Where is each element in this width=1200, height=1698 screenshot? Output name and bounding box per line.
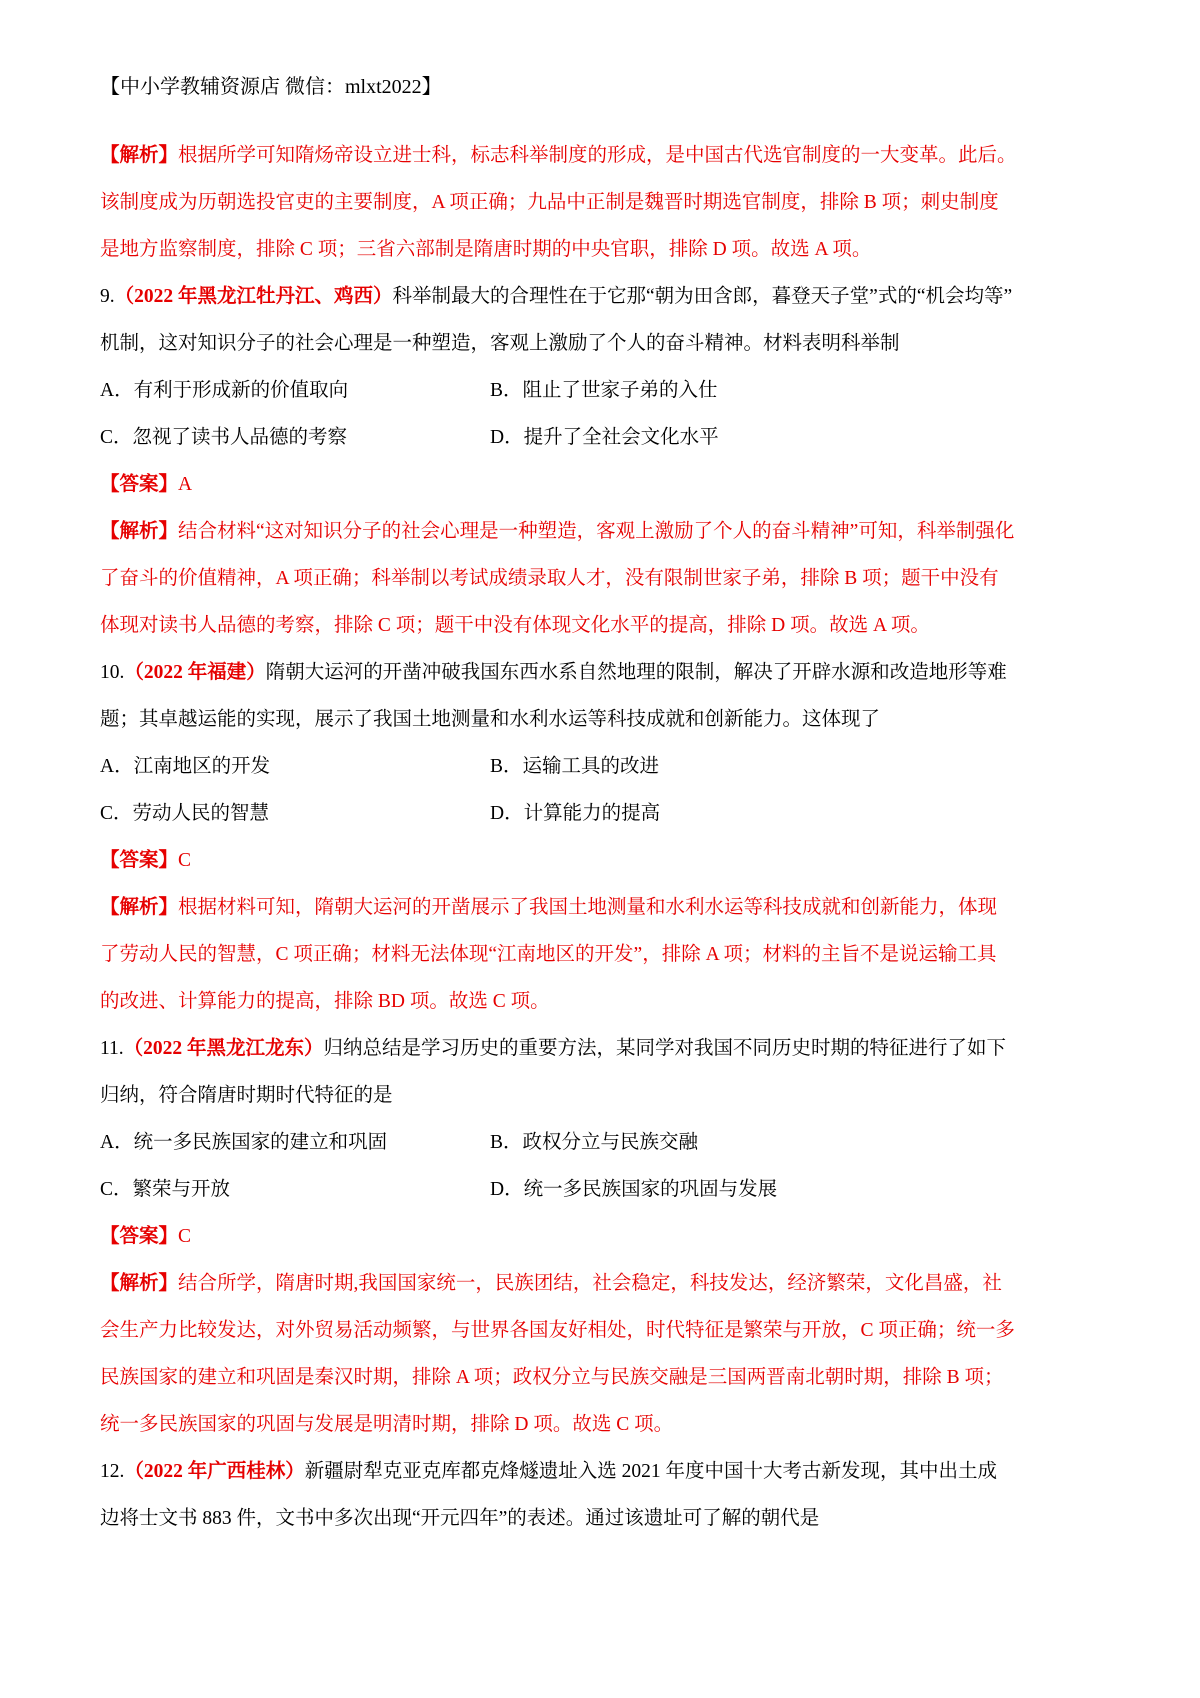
question-9-source: （2022 年黑龙江牡丹江、鸡西） [114,286,393,307]
question-10-analysis-line-2: 了劳动人民的智慧，C 项正确；材料无法体现“江南地区的开发”，排除 A 项；材料的主旨不是说运输工具 [100,944,997,965]
analysis-label: 【解析】 [100,145,179,166]
question-10-options-row-1 [100,743,1112,790]
question-12-stem-text: 新疆尉犁克亚克库都克烽燧遗址入选 2021 年度中国十大考古新发现，其中出土成 [304,1461,998,1482]
question-11-option-a: A．统一多民族国家的建立和巩固 [100,1132,388,1153]
question-9-stem-line-1 [100,273,1112,320]
question-9-analysis-line-2: 了奋斗的价值精神，A 项正确；科举制以考试成绩录取人才，没有限制世家子弟，排除 B 项；题干中没有 [100,568,999,589]
question-11-answer-value: C [178,1226,192,1247]
question-11-analysis-line-1 [100,1260,1112,1307]
question-11-analysis-line-3: 民族国家的建立和巩固是秦汉时期，排除 A 项；政权分立与民族交融是三国两晋南北朝时期，排除 B 项； [100,1367,1004,1388]
question-10-option-a: A．江南地区的开发 [100,756,271,777]
analysis-label: 【解析】 [100,521,179,542]
question-10-analysis-line-1 [100,884,1112,931]
question-11-answer [100,1213,1112,1260]
question-10-number: 10. [100,662,125,683]
question-10-option-d: D．计算能力的提高 [490,803,661,824]
question-9-stem-line-2: 机制，这对知识分子的社会心理是一种塑造，客观上激励了个人的奋斗精神。材料表明科举制 [100,333,900,354]
question-12-source: （2022 年广西桂林） [124,1461,305,1482]
question-9-number: 9. [100,286,115,307]
question-11-analysis-line-4: 统一多民族国家的巩固与发展是明清时期，排除 D 项。故选 C 项。 [100,1414,674,1435]
question-11-options-row-1 [100,1119,1112,1166]
question-10-answer-value: C [178,850,192,871]
question-12-number: 12. [100,1461,125,1482]
question-11-option-c: C．繁荣与开放 [100,1179,231,1200]
question-12-stem-line-2: 边将士文书 883 件，文书中多次出现“开元四年”的表述。通过该遗址可了解的朝代是 [100,1508,820,1529]
lead-analysis-line-2: 该制度成为历朝选投官吏的主要制度，A 项正确；九品中正制是魏晋时期选官制度，排除 B 项；刺史制度 [100,192,999,213]
analysis-label: 【解析】 [100,897,179,918]
question-10-analysis-text: 根据材料可知，隋朝大运河的开凿展示了我国土地测量和水利水运等科技成就和创新能力，体现 [178,897,998,918]
question-10-analysis-line-3: 的改进、计算能力的提高，排除 BD 项。故选 C 项。 [100,991,550,1012]
question-9-analysis-text: 结合材料“这对知识分子的社会心理是一种塑造，客观上激励了个人的奋斗精神”可知，科举制强化 [178,521,1015,542]
question-9-answer-value: A [178,474,193,495]
analysis-text: 根据所学可知隋炀帝设立进士科，标志科举制度的形成，是中国古代选官制度的一大变革。此后。 [178,145,1017,166]
question-9-analysis-line-3: 体现对读书人品德的考察，排除 C 项；题干中没有体现文化水平的提高，排除 D 项。故选 A 项。 [100,615,930,636]
question-10-stem-line-1 [100,649,1112,696]
question-9-stem-text: 科举制最大的合理性在于它那“朝为田含郎，暮登天子堂”式的“机会均等” [392,286,1013,307]
question-9-option-d: D．提升了全社会文化水平 [490,427,719,448]
question-12-stem-line-1 [100,1448,1112,1495]
question-11-stem-line-1 [100,1025,1112,1072]
question-11-option-d: D．统一多民族国家的巩固与发展 [490,1179,778,1200]
question-10-options-row-2 [100,790,1112,837]
question-9-options-row-2 [100,414,1112,461]
question-9-option-a: A．有利于形成新的价值取向 [100,380,349,401]
store-banner: 【中小学教辅资源店 微信：mlxt2022】 [100,76,442,98]
question-10-option-b: B．运输工具的改进 [490,756,660,777]
question-9-analysis-line-1 [100,508,1112,555]
question-11-stem-text: 归纳总结是学习历史的重要方法，某同学对我国不同历史时期的特征进行了如下 [323,1038,1007,1059]
question-10-stem-text: 隋朝大运河的开凿冲破我国东西水系自然地理的限制，解决了开辟水源和改造地形等难 [265,662,1007,683]
question-11-options-row-2 [100,1166,1112,1213]
question-11-number: 11. [100,1038,124,1059]
question-9-options-row-1 [100,367,1112,414]
question-11-analysis-line-2: 会生产力比较发达，对外贸易活动频繁，与世界各国友好相处，时代特征是繁荣与开放，C 项正确；统一多 [100,1320,1015,1341]
question-11-stem-line-2: 归纳，符合隋唐时期时代特征的是 [100,1085,393,1106]
answer-label: 【答案】 [100,474,179,495]
question-10-option-c: C．劳动人民的智慧 [100,803,270,824]
question-11-source: （2022 年黑龙江龙东） [123,1038,324,1059]
question-11-option-b: B．政权分立与民族交融 [490,1132,699,1153]
answer-label: 【答案】 [100,1226,179,1247]
question-10-stem-line-2: 题；其卓越运能的实现，展示了我国土地测量和水利水运等科技成就和创新能力。这体现了 [100,709,881,730]
question-9-option-b: B．阻止了世家子弟的入仕 [490,380,718,401]
question-10-source: （2022 年福建） [124,662,266,683]
question-9-option-c: C．忽视了读书人品德的考察 [100,427,348,448]
question-11-analysis-text: 结合所学，隋唐时期,我国国家统一，民族团结，社会稳定，科技发达，经济繁荣，文化昌盛，社 [178,1273,1002,1294]
lead-analysis-line-1 [100,132,1112,179]
question-10-answer [100,837,1112,884]
question-9-answer [100,461,1112,508]
answer-label: 【答案】 [100,850,179,871]
analysis-label: 【解析】 [100,1273,179,1294]
lead-analysis-line-3: 是地方监察制度，排除 C 项；三省六部制是隋唐时期的中央官职，排除 D 项。故选 A 项。 [100,239,872,260]
